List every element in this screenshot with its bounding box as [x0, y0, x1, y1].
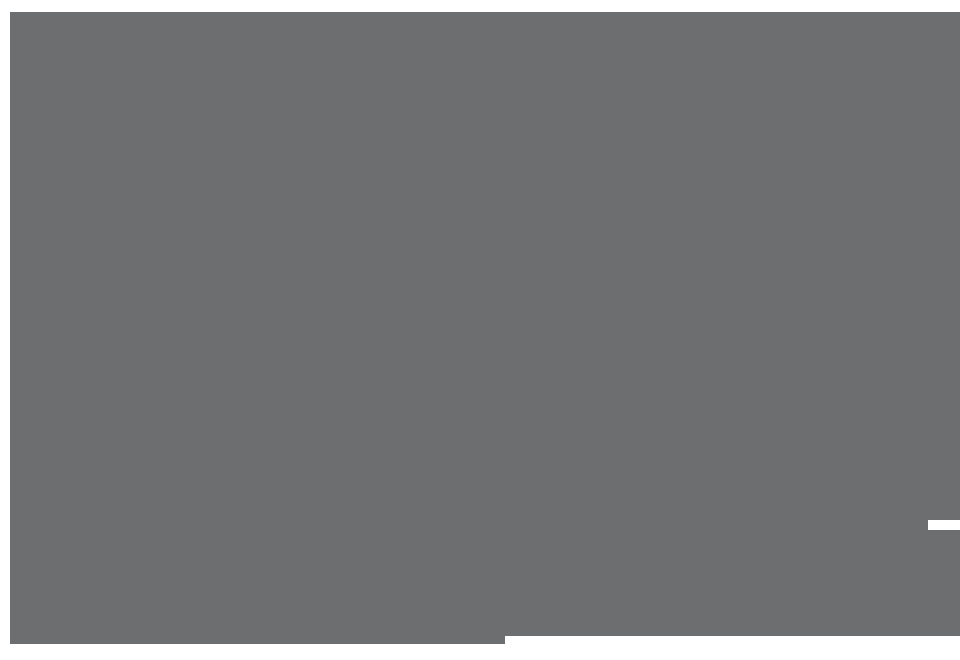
left-margin-band — [0, 0, 10, 660]
right-edge-notch — [928, 520, 960, 530]
lower-right-surface[interactable] — [505, 618, 960, 636]
bottom-margin-band — [0, 644, 960, 660]
main-surface[interactable] — [10, 12, 960, 618]
top-margin-band — [0, 0, 960, 12]
lower-left-surface[interactable] — [10, 618, 505, 644]
